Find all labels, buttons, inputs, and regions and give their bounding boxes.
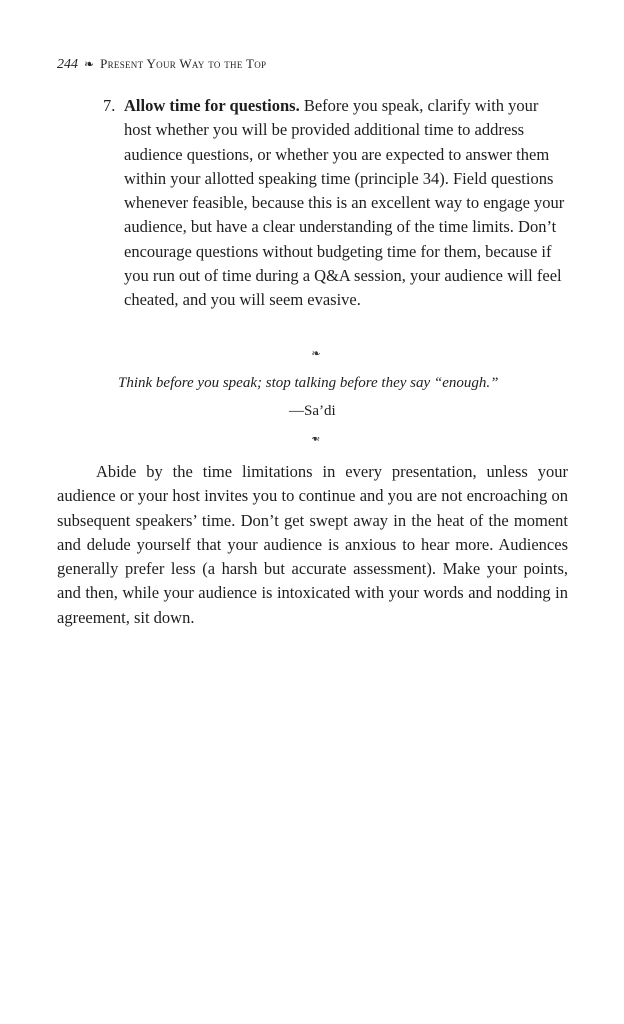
running-head-title: Present Your Way to the Top (100, 56, 267, 71)
fleuron-top-icon (4, 347, 624, 361)
fleuron-bottom-icon (4, 431, 624, 445)
running-head (57, 55, 266, 74)
list-item-text: Before you speak, clarify with your host whether you will be provided additional time to address audience questions, or whether you are expected to answer them within your allotted speaking time (principle 34). Field questions whenever feasible, because this is an excellent way to engage your audience, but have a clear understanding of the time limits. Don’t encourage questions without budgeting time for them, because if you run out of time during a Q&A session, your audience will feel cheated, and you will seem evasive. (124, 96, 565, 310)
list-item-body (124, 94, 569, 313)
page-number: 244 (57, 57, 78, 72)
list-item-number: 7. (103, 96, 116, 115)
list-item-lead: Allow time for questions. (124, 96, 300, 115)
epigraph-quote: Think before you speak; stop talking before they say “enough.” (118, 375, 499, 391)
fleuron-bottom-glyph: ❧ (311, 432, 321, 444)
body-paragraph: Abide by the time limitations in every presentation, unless your audience or your host invites you to continue and you are not encroaching on subsequent speakers’ time. Don’t get swept away in the heat of the moment and delude yourself that your audience is anxious to hear more. Audiences generally prefer less (a harsh but accurate assessment). Make your points, and then, while your audience is intoxicated with your words and nodding in agreement, sit down. (57, 462, 568, 627)
numbered-list-item (103, 94, 571, 313)
fleuron-icon: ❧ (84, 57, 95, 71)
fleuron-top-glyph: ❧ (311, 348, 321, 360)
epigraph-attribution: —Sa’di (289, 403, 336, 419)
